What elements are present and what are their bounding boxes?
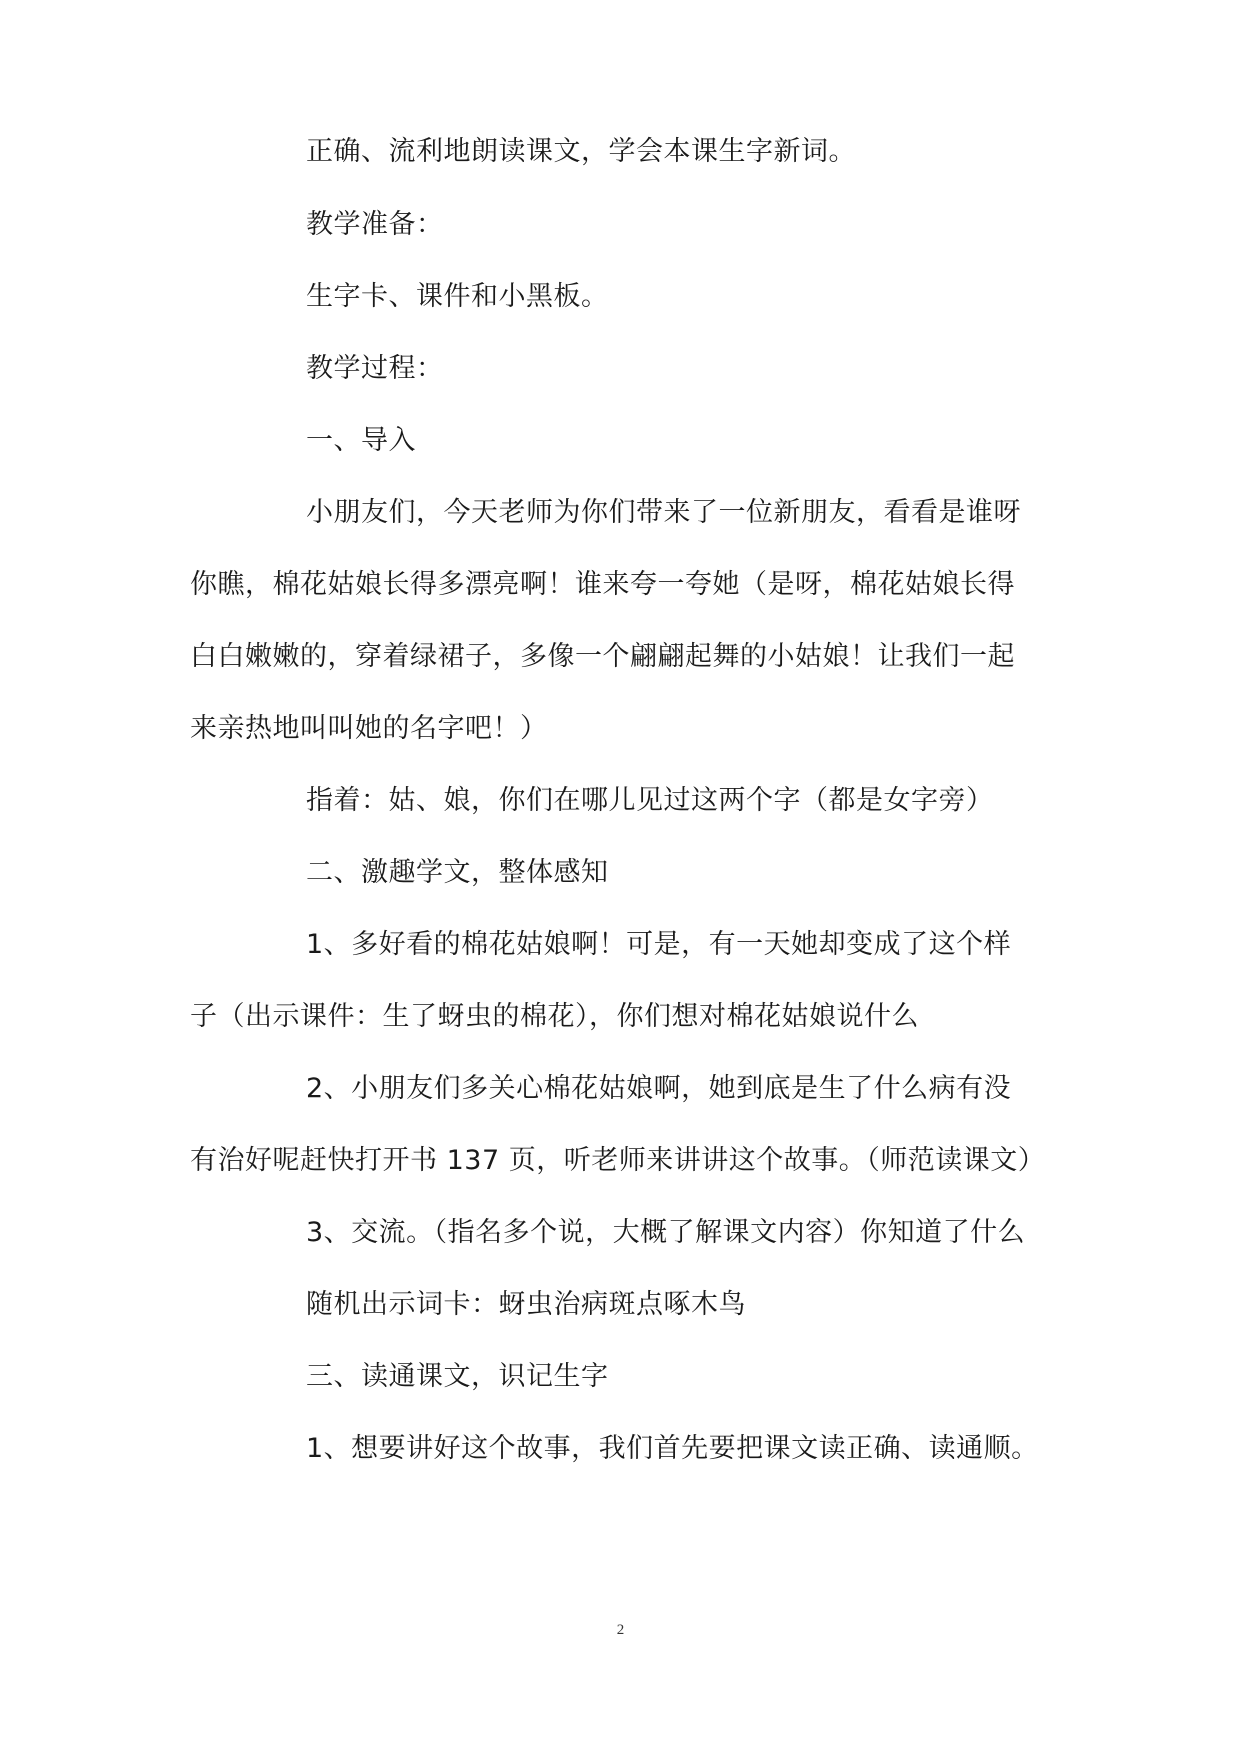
text-line: 指着：姑、娘，你们在哪儿见过这两个字（都是女字旁） bbox=[306, 785, 994, 816]
section-heading: 二、激趣学文，整体感知 bbox=[306, 857, 609, 888]
text-line: 你瞧，棉花姑娘长得多漂亮啊！谁来夸一夸她（是呀，棉花姑娘长得 bbox=[190, 569, 1015, 600]
section-label: 教学过程： bbox=[306, 353, 444, 384]
text-line: 随机出示词卡：蚜虫治病斑点啄木鸟 bbox=[306, 1289, 746, 1320]
section-heading: 一、导入 bbox=[306, 425, 416, 456]
section-label: 教学准备： bbox=[306, 209, 444, 240]
text-line: 正确、流利地朗读课文，学会本课生字新词。 bbox=[306, 136, 856, 167]
text-line: 2、小朋友们多关心棉花姑娘啊，她到底是生了什么病有没 bbox=[306, 1073, 1012, 1104]
text-line: 3、交流。（指名多个说，大概了解课文内容）你知道了什么 bbox=[306, 1217, 1026, 1248]
text-line: 子（出示课件：生了蚜虫的棉花），你们想对棉花姑娘说什么 bbox=[190, 1001, 919, 1032]
text-line: 白白嫩嫩的，穿着绿裙子，多像一个翩翩起舞的小姑娘！让我们一起 bbox=[190, 641, 1015, 672]
text-line: 小朋友们，今天老师为你们带来了一位新朋友，看看是谁呀 bbox=[306, 497, 1021, 528]
text-line: 来亲热地叫叫她的名字吧！） bbox=[190, 713, 548, 744]
section-heading: 三、读通课文，识记生字 bbox=[306, 1361, 609, 1392]
text-line: 1、多好看的棉花姑娘啊！可是，有一天她却变成了这个样 bbox=[306, 929, 1012, 960]
text-line: 生字卡、课件和小黑板。 bbox=[306, 281, 609, 312]
text-line: 有治好呢赶快打开书 137 页，听老师来讲讲这个故事。（师范读课文） bbox=[190, 1145, 1046, 1176]
page-number: 2 bbox=[616, 1622, 625, 1638]
text-line: 1、想要讲好这个故事，我们首先要把课文读正确、读通顺。 bbox=[306, 1433, 1039, 1464]
